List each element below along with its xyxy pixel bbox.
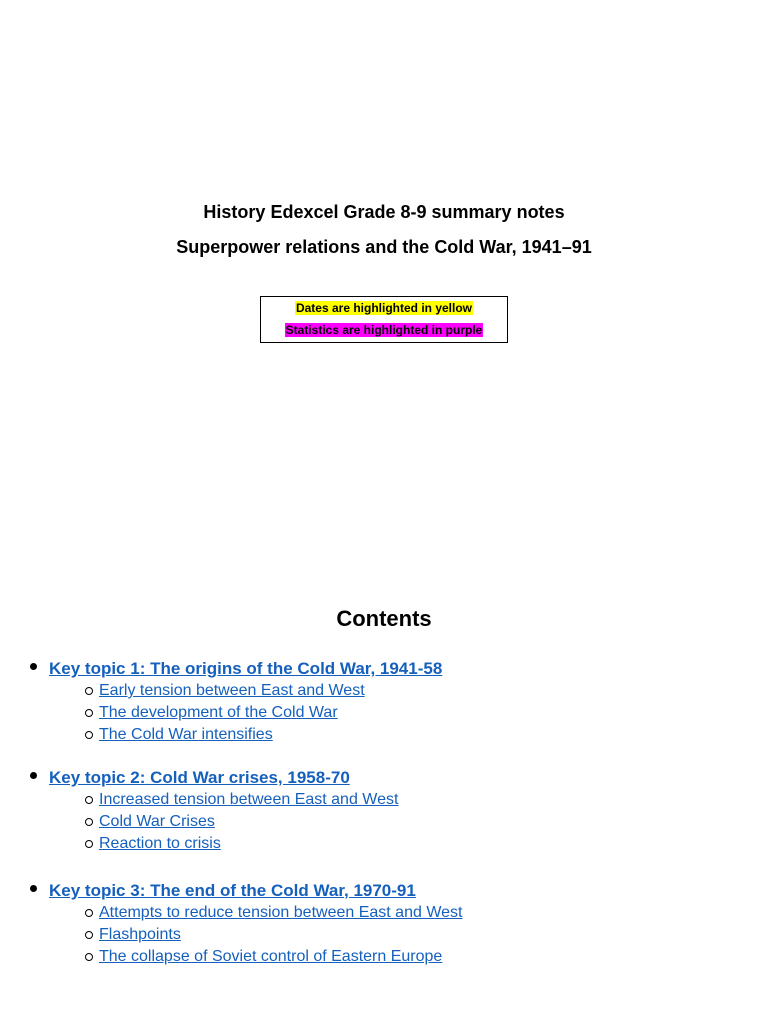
subtopic-item bbox=[30, 812, 730, 834]
bullet-circle-icon bbox=[85, 796, 93, 804]
subtopic-3-3-link[interactable]: The collapse of Soviet control of Eastern Europe bbox=[99, 948, 443, 965]
contents-topic-3 bbox=[30, 881, 730, 969]
bullet-circle-icon bbox=[85, 709, 93, 717]
bullet-circle-icon bbox=[85, 731, 93, 739]
contents-heading: Contents bbox=[336, 606, 432, 631]
contents-topic-2 bbox=[30, 768, 730, 856]
subtopic-item bbox=[30, 834, 730, 856]
topic-heading-row bbox=[30, 881, 730, 903]
subtopic-2-2-link[interactable]: Cold War Crises bbox=[99, 813, 215, 830]
subtopic-item bbox=[30, 947, 730, 969]
subtopic-item bbox=[30, 903, 730, 925]
topic-2-link[interactable]: Key topic 2: Cold War crises, 1958-70 bbox=[49, 768, 350, 787]
bullet-circle-icon bbox=[85, 953, 93, 961]
legend-dates-text: Dates are highlighted in yellow bbox=[295, 301, 473, 315]
subtopic-2-3-link[interactable]: Reaction to crisis bbox=[99, 835, 221, 852]
highlight-legend-box bbox=[260, 296, 508, 343]
subtopic-item bbox=[30, 681, 730, 703]
subtopic-item bbox=[30, 925, 730, 947]
subtopic-1-3-link[interactable]: The Cold War intensifies bbox=[99, 726, 273, 743]
subtopic-1-2-link[interactable]: The development of the Cold War bbox=[99, 704, 338, 721]
subtopic-item bbox=[30, 790, 730, 812]
subtopic-item bbox=[30, 703, 730, 725]
topic-heading-row bbox=[30, 768, 730, 790]
bullet-dot-icon bbox=[30, 885, 37, 892]
legend-stats-text: Statistics are highlighted in purple bbox=[285, 323, 483, 337]
topic-3-link[interactable]: Key topic 3: The end of the Cold War, 1970-91 bbox=[49, 881, 416, 900]
subtopic-3-2-link[interactable]: Flashpoints bbox=[99, 926, 181, 943]
contents-topic-1 bbox=[30, 659, 730, 747]
topic-heading-row bbox=[30, 659, 730, 681]
bullet-dot-icon bbox=[30, 772, 37, 779]
document-subtitle: Superpower relations and the Cold War, 1941–91 bbox=[176, 237, 592, 257]
bullet-circle-icon bbox=[85, 818, 93, 826]
bullet-circle-icon bbox=[85, 931, 93, 939]
bullet-circle-icon bbox=[85, 687, 93, 695]
subtopic-item bbox=[30, 725, 730, 747]
subtopic-2-1-link[interactable]: Increased tension between East and West bbox=[99, 791, 399, 808]
bullet-circle-icon bbox=[85, 909, 93, 917]
bullet-dot-icon bbox=[30, 663, 37, 670]
legend-stats-line bbox=[261, 323, 507, 338]
document-title: History Edexcel Grade 8-9 summary notes bbox=[203, 202, 565, 222]
bullet-circle-icon bbox=[85, 840, 93, 848]
subtopic-1-1-link[interactable]: Early tension between East and West bbox=[99, 682, 365, 699]
topic-1-link[interactable]: Key topic 1: The origins of the Cold War, 1941-58 bbox=[49, 659, 443, 678]
legend-dates-line bbox=[261, 301, 507, 316]
subtopic-3-1-link[interactable]: Attempts to reduce tension between East and West bbox=[99, 904, 463, 921]
